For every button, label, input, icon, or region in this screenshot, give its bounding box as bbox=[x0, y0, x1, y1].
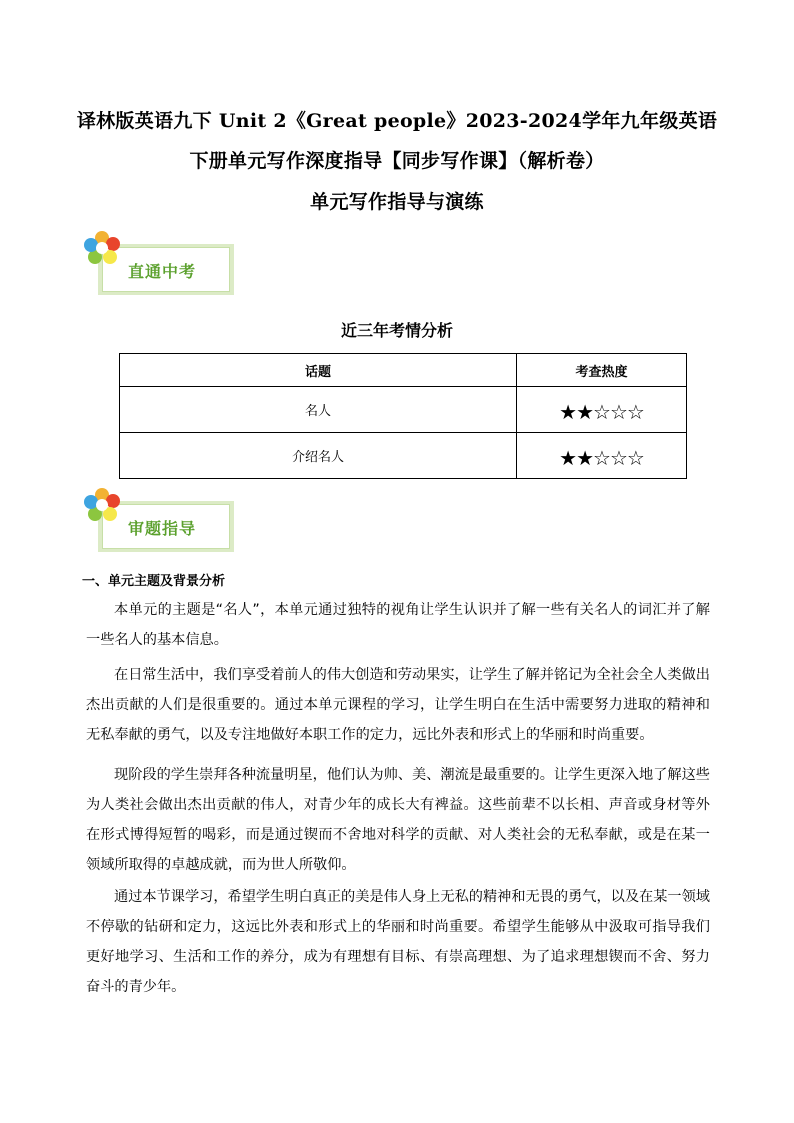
topic-cell: 名人 bbox=[120, 387, 517, 433]
table-header-row bbox=[120, 354, 687, 387]
badge-label: 直通中考 bbox=[128, 262, 197, 281]
document-title-line-1: 译林版英语九下 Unit 2《Great people》2023-2024学年九年级英语 bbox=[76, 110, 718, 132]
paragraph: 通过本节课学习，希望学生明白真正的美是伟人身上无私的精神和无畏的勇气，以及在某一领域不停歇的钻研和定力，这远比外表和形式上的华丽和时尚重要。希望学生能够从中汲取可指导我们更好地学习、生活和工作的养分，成为有理想有目标、有崇高理想、为了追求理想锲而不舍、努力奋斗的青少年。 bbox=[86, 889, 710, 995]
topic-cell: 介绍名人 bbox=[120, 433, 517, 479]
flower-icon bbox=[82, 486, 126, 530]
badge-label: 审题指导 bbox=[128, 519, 197, 538]
flower-icon bbox=[82, 229, 126, 273]
heat-rating-stars: ★★☆☆☆ bbox=[517, 433, 687, 479]
analysis-table bbox=[119, 353, 687, 479]
table-row bbox=[120, 433, 687, 479]
section-badge-zhitong bbox=[82, 229, 238, 297]
column-header-heat: 考查热度 bbox=[517, 354, 687, 387]
table-row bbox=[120, 387, 687, 433]
document-subtitle: 单元写作指导与演练 bbox=[310, 191, 484, 213]
paragraph: 在日常生活中，我们享受着前人的伟大创造和劳动果实，让学生了解并铭记为全社会全人类做出杰出贡献的人们是很重要的。通过本单元课程的学习，让学生明白在生活中需要努力进取的精神和无私奉献的勇气，以及专注地做好本职工作的定力，远比外表和形式上的华丽和时尚重要。 bbox=[86, 667, 710, 743]
column-header-topic: 话题 bbox=[120, 354, 517, 387]
heat-rating-stars: ★★☆☆☆ bbox=[517, 387, 687, 433]
analysis-table-title: 近三年考情分析 bbox=[340, 321, 453, 340]
section-heading: 一、单元主题及背景分析 bbox=[82, 574, 226, 589]
paragraph: 本单元的主题是“名人”，本单元通过独特的视角让学生认识并了解一些有关名人的词汇并了解一些名人的基本信息。 bbox=[86, 602, 710, 648]
section-badge-shenti bbox=[82, 486, 238, 554]
document-title-line-2: 下册单元写作深度指导【同步写作课】（解析卷） bbox=[189, 150, 605, 172]
paragraph: 现阶段的学生崇拜各种流量明星，他们认为帅、美、潮流是最重要的。让学生更深入地了解这些为人类社会做出杰出贡献的伟人，对青少年的成长大有裨益。这些前辈不以长相、声音或身材等外在形式博得短暂的喝彩，而是通过锲而不舍地对科学的贡献、对人类社会的无私奉献，或是在某一领域所取得的卓越成就，而为世人所敬仰。 bbox=[86, 767, 710, 873]
